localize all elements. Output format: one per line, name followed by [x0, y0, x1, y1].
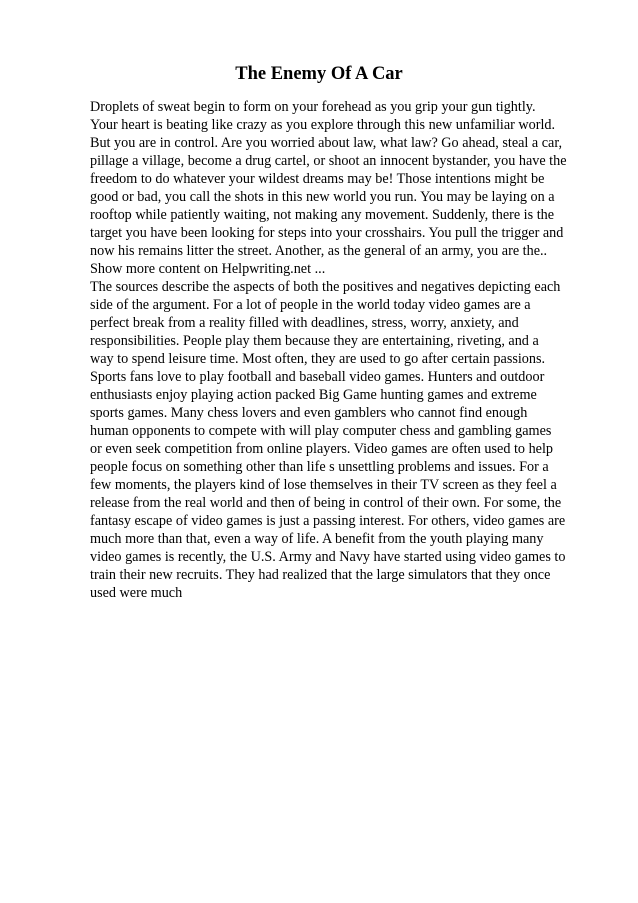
body-line: release from the real world and then of being in control of their own. For some, the [90, 495, 562, 511]
body-line: The sources describe the aspects of both the positives and negatives depicting each [90, 279, 561, 295]
show-more-link-text: Show more content on Helpwriting.net ... [90, 261, 326, 277]
body-line: rooftop while patiently waiting, not making any movement. Suddenly, there is the [90, 207, 555, 223]
body-line: used were much [90, 585, 183, 601]
body-line: target you have been looking for steps into your crosshairs. You pull the trigger and [90, 225, 564, 241]
document-body [90, 98, 590, 602]
body-line: But you are in control. Are you worried about law, what law? Go ahead, steal a car, [90, 135, 563, 151]
body-line: pillage a village, become a drug cartel, or shoot an innocent bystander, you have the [90, 153, 567, 169]
document-title: The Enemy Of A Car [235, 64, 403, 84]
body-line: good or bad, you call the shots in this new world you run. You may be laying on a [90, 189, 555, 205]
body-line: Your heart is beating like crazy as you explore through this new unfamiliar world. [90, 117, 556, 133]
body-line: fantasy escape of video games is just a passing interest. For others, video games are [90, 513, 566, 529]
body-line: responsibilities. People play them because they are entertaining, riveting, and a [90, 333, 539, 349]
body-line: video games is recently, the U.S. Army and Navy have started using video games to [90, 549, 566, 565]
body-line: train their new recruits. They had realized that the large simulators that they once [90, 567, 551, 583]
body-line: sports games. Many chess lovers and even gamblers who cannot find enough [90, 405, 528, 421]
body-line: side of the argument. For a lot of people in the world today video games are a [90, 297, 531, 313]
body-line: freedom to do whatever your wildest dreams may be! Those intentions might be [90, 171, 545, 187]
body-line: much more than that, even a way of life. A benefit from the youth playing many [90, 531, 544, 547]
body-line: enthusiasts enjoy playing action packed Big Game hunting games and extreme [90, 387, 537, 403]
body-line: Sports fans love to play football and baseball video games. Hunters and outdoor [90, 369, 545, 385]
body-line: Droplets of sweat begin to form on your forehead as you grip your gun tightly. [90, 99, 536, 115]
body-line: perfect break from a reality filled with deadlines, stress, worry, anxiety, and [90, 315, 519, 331]
body-line: now his remains litter the street. Another, as the general of an army, you are the.. [90, 243, 548, 259]
body-line: people focus on something other than life s unsettling problems and issues. For a [90, 459, 549, 475]
body-line: few moments, the players kind of lose themselves in their TV screen as they feel a [90, 477, 557, 493]
body-line: human opponents to compete with will play computer chess and gambling games [90, 423, 552, 439]
body-line: way to spend leisure time. Most often, they are used to go after certain passions. [90, 351, 546, 367]
body-line: or even seek competition from online players. Video games are often used to help [90, 441, 553, 457]
